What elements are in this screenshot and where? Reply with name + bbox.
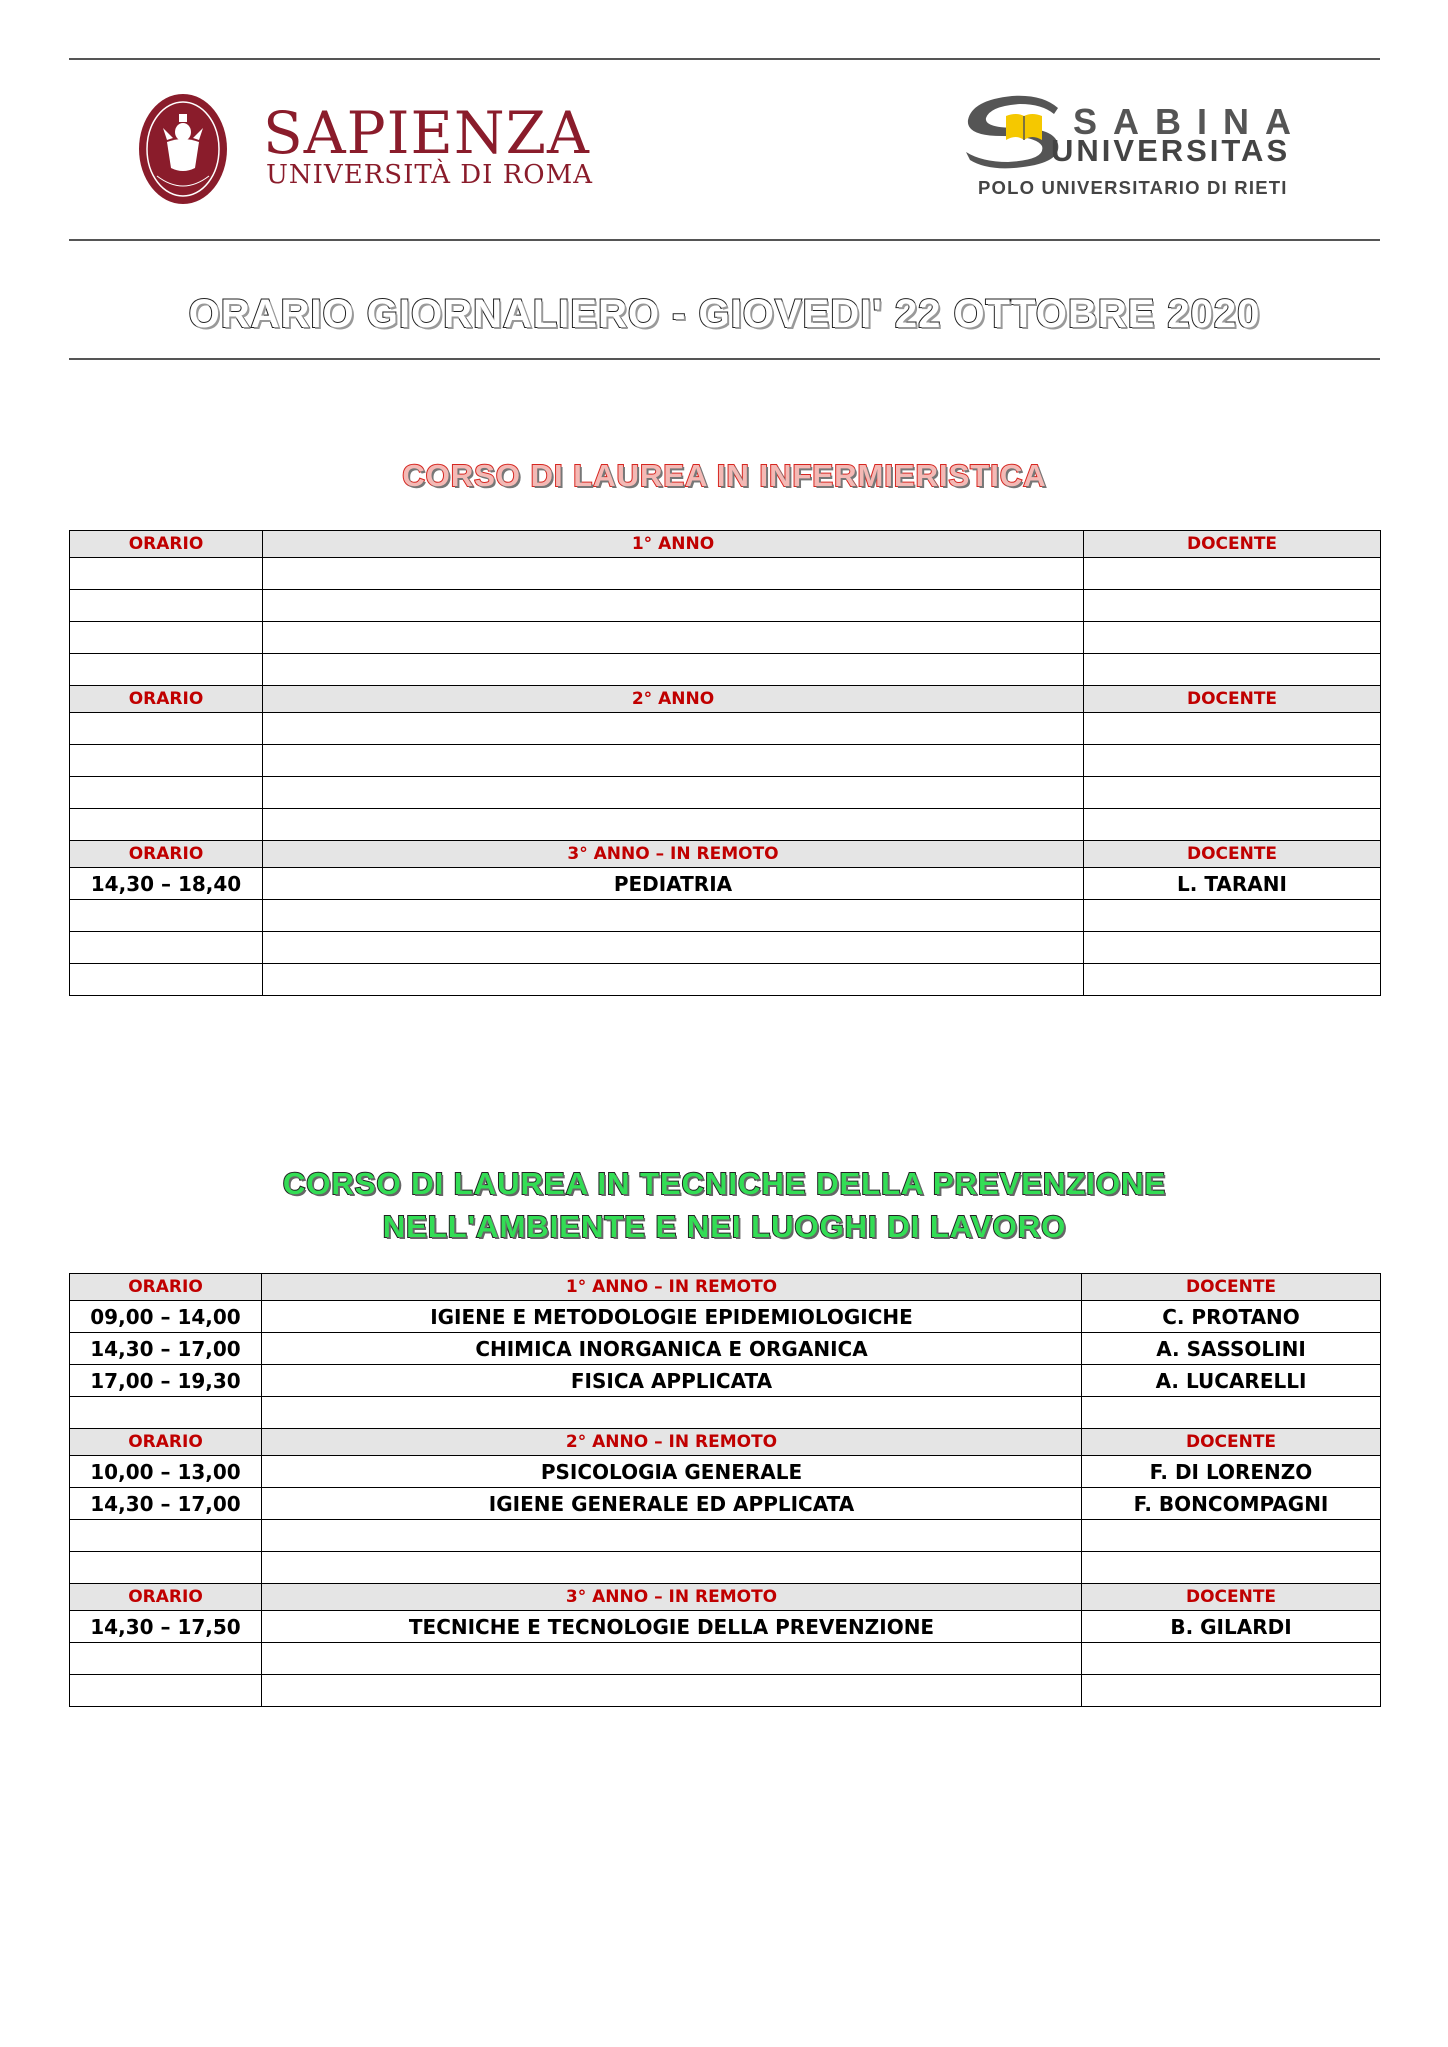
header-docente: DOCENTE (1082, 1584, 1381, 1611)
header-orario: ORARIO (70, 686, 263, 713)
cell-materia (263, 558, 1084, 590)
table-row (70, 1488, 1381, 1520)
cell-orario (70, 964, 263, 996)
cell-docente (1084, 932, 1381, 964)
cell-orario: 17,00 – 19,30 (70, 1365, 262, 1397)
header-orario: ORARIO (70, 1584, 262, 1611)
section-title-line1: CORSO DI LAUREA IN TECNICHE DELLA PREVENZIONE (282, 1166, 1167, 1201)
cell-materia (263, 654, 1084, 686)
cell-materia (262, 1397, 1082, 1429)
cell-docente (1082, 1397, 1381, 1429)
cell-docente (1084, 777, 1381, 809)
cell-orario: 09,00 – 14,00 (70, 1301, 262, 1333)
schedule-table-infermieristica (69, 530, 1381, 996)
header-orario: ORARIO (70, 531, 263, 558)
header-anno: 2° ANNO (263, 686, 1084, 713)
sabina-polo: POLO UNIVERSITARIO DI RIETI (978, 179, 1288, 198)
table-header-row (70, 531, 1381, 558)
header-orario: ORARIO (70, 841, 263, 868)
table-row (70, 900, 1381, 932)
cell-orario (70, 590, 263, 622)
cell-materia: FISICA APPLICATA (262, 1365, 1082, 1397)
cell-docente (1084, 809, 1381, 841)
table-header-row (70, 686, 1381, 713)
cell-docente: L. TARANI (1084, 868, 1381, 900)
cell-materia (263, 809, 1084, 841)
cell-orario: 14,30 – 17,00 (70, 1488, 262, 1520)
table-row (70, 868, 1381, 900)
table-header-row (70, 841, 1381, 868)
cell-materia (262, 1675, 1082, 1707)
cell-orario (70, 1520, 262, 1552)
cell-docente: B. GILARDI (1082, 1611, 1381, 1643)
table-row (70, 1552, 1381, 1584)
section-title-infermieristica: CORSO DI LAUREA IN INFERMIERISTICA (402, 458, 1047, 493)
cell-docente (1084, 713, 1381, 745)
table-row (70, 622, 1381, 654)
cell-docente (1084, 590, 1381, 622)
header-bottom-rule (69, 239, 1380, 241)
table-row (70, 745, 1381, 777)
cell-materia (263, 622, 1084, 654)
cell-materia (262, 1552, 1082, 1584)
cell-orario (70, 809, 263, 841)
cell-docente (1082, 1643, 1381, 1675)
cell-materia (262, 1520, 1082, 1552)
header-anno: 1° ANNO (263, 531, 1084, 558)
sapienza-subtitle: UNIVERSITÀ DI ROMA (266, 160, 593, 190)
cell-materia (263, 777, 1084, 809)
section-title-line2: NELL'AMBIENTE E NEI LUOGHI DI LAVORO (382, 1209, 1067, 1244)
page-title: ORARIO GIORNALIERO - GIOVEDI' 22 OTTOBRE 2020 (188, 292, 1261, 336)
cell-docente (1084, 964, 1381, 996)
header-anno: 3° ANNO – IN REMOTO (262, 1584, 1082, 1611)
top-rule (69, 58, 1380, 60)
cell-docente (1082, 1552, 1381, 1584)
table-row (70, 777, 1381, 809)
table-row (70, 1456, 1381, 1488)
cell-orario: 14,30 – 18,40 (70, 868, 263, 900)
title-rule (69, 358, 1380, 360)
table-row (70, 713, 1381, 745)
cell-orario (70, 1397, 262, 1429)
cell-materia: IGIENE GENERALE ED APPLICATA (262, 1488, 1082, 1520)
table-row (70, 558, 1381, 590)
header-docente: DOCENTE (1084, 531, 1381, 558)
header-anno: 2° ANNO – IN REMOTO (262, 1429, 1082, 1456)
cell-materia (263, 964, 1084, 996)
cell-orario (70, 932, 263, 964)
cell-materia (263, 590, 1084, 622)
sapienza-seal-logo (137, 92, 229, 206)
header-docente: DOCENTE (1082, 1429, 1381, 1456)
cell-materia: PEDIATRIA (263, 868, 1084, 900)
cell-orario: 14,30 – 17,00 (70, 1333, 262, 1365)
header-orario: ORARIO (70, 1274, 262, 1301)
table-row (70, 1301, 1381, 1333)
schedule-table-prevenzione (69, 1273, 1381, 1707)
cell-orario (70, 1552, 262, 1584)
cell-orario (70, 713, 263, 745)
cell-materia: TECNICHE E TECNOLOGIE DELLA PREVENZIONE (262, 1611, 1082, 1643)
table-row (70, 932, 1381, 964)
header-orario: ORARIO (70, 1429, 262, 1456)
table-header-row (70, 1274, 1381, 1301)
header-docente: DOCENTE (1084, 841, 1381, 868)
table-row (70, 964, 1381, 996)
table-row (70, 654, 1381, 686)
cell-materia: CHIMICA INORGANICA E ORGANICA (262, 1333, 1082, 1365)
cell-docente: C. PROTANO (1082, 1301, 1381, 1333)
cell-orario (70, 745, 263, 777)
cell-materia (263, 713, 1084, 745)
header-anno: 1° ANNO – IN REMOTO (262, 1274, 1082, 1301)
table-row (70, 1611, 1381, 1643)
cell-orario (70, 1675, 262, 1707)
table-row (70, 1675, 1381, 1707)
cell-orario: 10,00 – 13,00 (70, 1456, 262, 1488)
table-row (70, 809, 1381, 841)
cell-docente: F. BONCOMPAGNI (1082, 1488, 1381, 1520)
cell-docente: A. SASSOLINI (1082, 1333, 1381, 1365)
table-header-row (70, 1429, 1381, 1456)
sabina-name: SABINA (1073, 101, 1308, 142)
cell-materia (263, 745, 1084, 777)
table-row (70, 1520, 1381, 1552)
cell-docente (1084, 745, 1381, 777)
cell-docente (1084, 622, 1381, 654)
cell-docente: A. LUCARELLI (1082, 1365, 1381, 1397)
header-anno: 3° ANNO – IN REMOTO (263, 841, 1084, 868)
cell-materia (262, 1643, 1082, 1675)
sabina-universitas: UNIVERSITAS (1051, 135, 1291, 166)
section-title-prevenzione (69, 1162, 1380, 1248)
cell-docente (1082, 1675, 1381, 1707)
table-row (70, 1643, 1381, 1675)
header-docente: DOCENTE (1082, 1274, 1381, 1301)
cell-docente (1084, 654, 1381, 686)
cell-orario (70, 1643, 262, 1675)
cell-orario (70, 622, 263, 654)
cell-orario: 14,30 – 17,50 (70, 1611, 262, 1643)
table-row (70, 1365, 1381, 1397)
cell-orario (70, 777, 263, 809)
cell-materia: IGIENE E METODOLOGIE EPIDEMIOLOGICHE (262, 1301, 1082, 1333)
table-row (70, 590, 1381, 622)
cell-docente (1084, 558, 1381, 590)
cell-docente (1084, 900, 1381, 932)
sapienza-name: SAPIENZA (263, 99, 590, 167)
cell-orario (70, 900, 263, 932)
cell-materia (263, 900, 1084, 932)
cell-docente: F. DI LORENZO (1082, 1456, 1381, 1488)
cell-orario (70, 654, 263, 686)
cell-orario (70, 558, 263, 590)
table-row (70, 1397, 1381, 1429)
cell-materia (263, 932, 1084, 964)
cell-docente (1082, 1520, 1381, 1552)
cell-materia: PSICOLOGIA GENERALE (262, 1456, 1082, 1488)
header-docente: DOCENTE (1084, 686, 1381, 713)
table-row (70, 1333, 1381, 1365)
table-header-row (70, 1584, 1381, 1611)
